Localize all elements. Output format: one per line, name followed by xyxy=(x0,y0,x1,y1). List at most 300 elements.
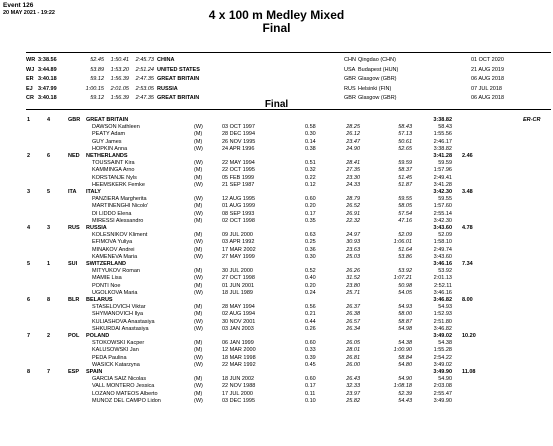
cumulative-split: 2:51.80 xyxy=(433,318,452,325)
swimmer-name: KORSTANJE Nyls xyxy=(92,174,137,181)
swimmer-row xyxy=(0,247,553,254)
swimmer-dob: 28 DEC 1994 xyxy=(222,131,256,138)
split-100: 47.16 xyxy=(398,217,412,224)
swimmer-row xyxy=(0,275,553,282)
swimmer-name: HEEMSKERK Femke xyxy=(92,181,145,188)
split-50: 25.71 xyxy=(346,289,360,296)
split-100: 1:06.01 xyxy=(393,239,412,246)
swimmer-name: WASICK Katarzyna xyxy=(92,361,140,368)
event-subtitle: Final xyxy=(262,21,291,35)
final-time: 3:49.90 xyxy=(433,369,452,375)
cumulative-split: 2:03.08 xyxy=(433,383,452,390)
reaction-time: 0.35 xyxy=(305,217,316,224)
record-code: ER xyxy=(26,76,34,82)
split-50: 25.82 xyxy=(346,397,360,404)
split-100: 58.87 xyxy=(398,318,412,325)
lane: 1 xyxy=(47,261,51,267)
reaction-time: 0.30 xyxy=(305,131,316,138)
swimmer-name: HOPKIN Anna xyxy=(92,145,128,152)
cumulative-split: 53.92 xyxy=(438,268,452,275)
cumulative-split: 1:58.10 xyxy=(433,239,452,246)
team-name: NETHERLANDS xyxy=(86,153,128,159)
split-50: 32.33 xyxy=(346,383,360,390)
swimmer-name: MIRESSI Alessandro xyxy=(92,217,144,224)
split-50: 27.35 xyxy=(346,167,360,174)
rank: 2 xyxy=(27,153,31,159)
swimmer-row xyxy=(0,124,553,131)
reaction-time: 0.10 xyxy=(305,397,316,404)
cumulative-split: 3:43.60 xyxy=(433,253,452,260)
split-50: 23.97 xyxy=(346,390,360,397)
record-split-3: 2:51.24 xyxy=(135,66,154,73)
final-time: 3:41.28 xyxy=(433,153,452,159)
split-100: 58.00 xyxy=(398,311,412,318)
swimmer-gender: (W) xyxy=(194,124,203,131)
swimmer-dob: 06 JAN 1999 xyxy=(222,340,254,347)
split-50: 26.05 xyxy=(346,340,360,347)
team-row xyxy=(0,333,553,340)
lane: 6 xyxy=(47,153,51,159)
swimmer-gender: (W) xyxy=(194,253,203,260)
reaction-time: 0.24 xyxy=(305,289,316,296)
swimmer-name: UGOLKOVA Maria xyxy=(92,289,138,296)
nation-code: SUI xyxy=(68,261,78,267)
split-50: 28.79 xyxy=(346,196,360,203)
record-nat: USA xyxy=(344,66,356,73)
swimmer-dob: 26 NOV 1995 xyxy=(222,138,256,145)
reaction-time: 0.17 xyxy=(305,383,316,390)
swimmer-row xyxy=(0,182,553,189)
split-50: 28.25 xyxy=(346,124,360,131)
split-50: 26.37 xyxy=(346,304,360,311)
swimmer-dob: 03 APR 1992 xyxy=(222,239,255,246)
swimmer-row xyxy=(0,254,553,261)
swimmer-name: MUNOZ DEL CAMPO Lidon xyxy=(92,397,161,404)
swimmer-name: LOZANO MATEOS Alberto xyxy=(92,390,158,397)
swimmer-name: PEATY Adam xyxy=(92,131,126,138)
team-name: SPAIN xyxy=(86,369,103,375)
time-behind: 10.20 xyxy=(462,333,476,339)
swimmer-name: MARTINENGHI Nicolo' xyxy=(92,203,149,210)
reaction-time: 0.30 xyxy=(305,253,316,260)
split-50: 26.91 xyxy=(346,210,360,217)
split-50: 23.80 xyxy=(346,282,360,289)
swimmer-row xyxy=(0,362,553,369)
record-team: RUSSIA xyxy=(157,85,178,92)
split-100: 51.64 xyxy=(398,246,412,253)
split-100: 58.37 xyxy=(398,167,412,174)
swimmer-gender: (W) xyxy=(194,318,203,325)
team-row xyxy=(0,225,553,232)
cumulative-split: 3:42.30 xyxy=(433,217,452,224)
swimmer-dob: 01 JUN 2001 xyxy=(222,282,255,289)
split-50: 24.90 xyxy=(346,145,360,152)
split-100: 57.13 xyxy=(398,131,412,138)
swimmer-gender: (W) xyxy=(194,289,203,296)
split-50: 26.00 xyxy=(346,361,360,368)
record-split-2: 1:53.20 xyxy=(110,66,129,73)
swimmer-gender: (W) xyxy=(194,397,203,404)
swimmer-name: MAMIE Lisa xyxy=(92,275,122,282)
swimmer-gender: (M) xyxy=(194,174,203,181)
team-row xyxy=(0,297,553,304)
split-50: 30.93 xyxy=(346,239,360,246)
swimmer-row xyxy=(0,391,553,398)
swimmer-dob: 09 JUL 2000 xyxy=(222,232,253,239)
swimmer-dob: 08 SEP 1993 xyxy=(222,210,255,217)
record-split-1: 59.12 xyxy=(90,76,104,82)
swimmer-dob: 03 JAN 2003 xyxy=(222,325,254,332)
record-note: ER-CR xyxy=(523,117,541,123)
reaction-time: 0.25 xyxy=(305,239,316,246)
split-100: 52.09 xyxy=(398,232,412,239)
split-50: 26.26 xyxy=(346,268,360,275)
reaction-time: 0.20 xyxy=(305,282,316,289)
record-team: CHINA xyxy=(157,57,175,63)
team-name: SWITZERLAND xyxy=(86,261,127,267)
rank: 6 xyxy=(27,297,31,303)
record-nat: GBR xyxy=(344,95,356,101)
split-100: 51.45 xyxy=(398,174,412,181)
team-name: RUSSIA xyxy=(86,225,107,231)
event-title: 4 x 100 m Medley Mixed xyxy=(208,8,345,22)
team-row xyxy=(0,153,553,160)
swimmer-gender: (M) xyxy=(194,311,203,318)
swimmer-dob: 12 AUG 1995 xyxy=(222,196,256,203)
record-code: WJ xyxy=(26,66,35,73)
reaction-time: 0.60 xyxy=(305,340,316,347)
swimmer-gender: (M) xyxy=(194,304,203,311)
cumulative-split: 2:49.74 xyxy=(433,246,452,253)
cumulative-split: 58.43 xyxy=(438,124,452,131)
nation-code: NED xyxy=(68,153,80,159)
record-nat: RUS xyxy=(344,85,356,92)
record-place: Glasgow (GBR) xyxy=(358,95,397,101)
cumulative-split: 3:38.82 xyxy=(433,145,452,152)
time-behind: 8.00 xyxy=(462,297,473,303)
lane: 7 xyxy=(47,369,51,375)
swimmer-name: DAWSON Kathleen xyxy=(92,124,140,131)
split-100: 59.55 xyxy=(398,196,412,203)
swimmer-gender: (M) xyxy=(194,131,203,138)
record-place: Qingdao (CHN) xyxy=(358,57,396,63)
cumulative-split: 54.93 xyxy=(438,304,452,311)
swimmer-gender: (M) xyxy=(194,232,203,239)
final-heading: Final xyxy=(264,99,289,110)
split-50: 28.01 xyxy=(346,347,360,354)
lane: 8 xyxy=(47,297,51,303)
swimmer-row xyxy=(0,139,553,146)
swimmer-row xyxy=(0,131,553,138)
lane: 5 xyxy=(47,189,51,195)
record-code: WR xyxy=(26,57,36,63)
swimmer-row xyxy=(0,146,553,153)
swimmer-name: DI LIDDO Elena xyxy=(92,210,132,217)
swimmer-row xyxy=(0,160,553,167)
swimmer-dob: 18 MAR 1998 xyxy=(222,354,256,361)
swimmer-dob: 18 JUL 1989 xyxy=(222,289,253,296)
reaction-time: 0.40 xyxy=(305,275,316,282)
swimmer-gender: (W) xyxy=(194,181,203,188)
swimmer-dob: 30 NOV 2001 xyxy=(222,318,256,325)
split-50: 24.97 xyxy=(346,232,360,239)
swimmer-gender: (W) xyxy=(194,210,203,217)
nation-code: POL xyxy=(68,333,80,339)
split-50: 28.41 xyxy=(346,160,360,167)
rank: 3 xyxy=(27,189,31,195)
swimmer-gender: (W) xyxy=(194,239,203,246)
swimmer-row xyxy=(0,376,553,383)
split-50: 23.63 xyxy=(346,246,360,253)
cumulative-split: 1:57.96 xyxy=(433,167,452,174)
cumulative-split: 59.55 xyxy=(438,196,452,203)
swimmer-row xyxy=(0,167,553,174)
swimmer-row xyxy=(0,203,553,210)
reaction-time: 0.58 xyxy=(305,124,316,131)
reaction-time: 0.17 xyxy=(305,210,316,217)
record-time: 3:47.99 xyxy=(38,85,57,92)
swimmer-name: EFIMOVA Yuliya xyxy=(92,239,133,246)
swimmer-gender: (M) xyxy=(194,167,203,174)
record-row xyxy=(26,66,551,75)
split-100: 52.65 xyxy=(398,145,412,152)
record-split-1: 1:00.15 xyxy=(85,85,104,92)
record-date: 06 AUG 2018 xyxy=(471,95,505,101)
swimmer-name: PANZIERA Margherita xyxy=(92,196,147,203)
split-100: 54.98 xyxy=(398,325,412,332)
swimmer-gender: (M) xyxy=(194,376,203,383)
swimmer-row xyxy=(0,218,553,225)
swimmer-dob: 03 DEC 1995 xyxy=(222,397,256,404)
reaction-time: 0.39 xyxy=(305,354,316,361)
event-date: 20 MAY 2021 - 19:22 xyxy=(3,10,55,16)
swimmer-name: MITYUKOV Roman xyxy=(92,268,140,275)
swimmer-dob: 27 MAY 1999 xyxy=(222,253,255,260)
split-50: 26.52 xyxy=(346,203,360,210)
reaction-time: 0.12 xyxy=(305,181,316,188)
reaction-time: 0.11 xyxy=(305,390,316,397)
reaction-time: 0.56 xyxy=(305,304,316,311)
team-name: POLAND xyxy=(86,333,110,339)
split-100: 53.86 xyxy=(398,253,412,260)
split-100: 54.90 xyxy=(398,376,412,383)
nation-code: BLR xyxy=(68,297,80,303)
final-time: 3:46.16 xyxy=(433,261,452,267)
final-time: 3:43.60 xyxy=(433,225,452,231)
swimmer-name: MINAKOV Andrei xyxy=(92,246,135,253)
time-behind: 7.34 xyxy=(462,261,473,267)
cumulative-split: 2:49.41 xyxy=(433,174,452,181)
rank: 5 xyxy=(27,261,31,267)
swimmer-dob: 22 OCT 1995 xyxy=(222,167,255,174)
record-date: 07 JUL 2018 xyxy=(471,85,502,92)
reaction-time: 0.20 xyxy=(305,203,316,210)
split-50: 26.34 xyxy=(346,325,360,332)
team-row xyxy=(0,369,553,376)
swimmer-name: KAMENEVA Maria xyxy=(92,253,138,260)
lane: 2 xyxy=(47,333,51,339)
record-split-1: 52.45 xyxy=(90,57,104,63)
record-date: 01 OCT 2020 xyxy=(471,57,504,63)
record-split-3: 2:53.05 xyxy=(135,85,154,92)
swimmer-gender: (W) xyxy=(194,196,203,203)
cumulative-split: 3:41.28 xyxy=(433,181,452,188)
reaction-time: 0.52 xyxy=(305,268,316,275)
swimmer-gender: (W) xyxy=(194,354,203,361)
split-50: 25.03 xyxy=(346,253,360,260)
swimmer-name: GARCIA SAIZ Nicolas xyxy=(92,376,147,383)
swimmer-gender: (W) xyxy=(194,275,203,282)
split-100: 59.59 xyxy=(398,160,412,167)
swimmer-dob: 27 OCT 1998 xyxy=(222,275,255,282)
record-place: Budapest (HUN) xyxy=(358,66,399,73)
swimmer-dob: 22 MAY 1994 xyxy=(222,160,255,167)
swimmer-name: KULIASHOVA Anastasiya xyxy=(92,318,155,325)
reaction-time: 0.32 xyxy=(305,167,316,174)
swimmer-row xyxy=(0,175,553,182)
swimmer-dob: 02 OCT 1998 xyxy=(222,217,255,224)
record-split-2: 1:56.39 xyxy=(110,95,129,101)
final-time: 3:42.30 xyxy=(433,189,452,195)
split-100: 50.98 xyxy=(398,282,412,289)
team-row xyxy=(0,117,553,124)
time-behind: 11.08 xyxy=(462,369,476,375)
split-100: 58.05 xyxy=(398,203,412,210)
swimmer-row xyxy=(0,355,553,362)
swimmer-gender: (M) xyxy=(194,340,203,347)
swimmer-dob: 22 NOV 1988 xyxy=(222,383,256,390)
record-split-2: 2:01.05 xyxy=(110,85,129,92)
nation-code: RUS xyxy=(68,225,80,231)
swimmer-row xyxy=(0,211,553,218)
swimmer-dob: 24 APR 1996 xyxy=(222,145,255,152)
swimmer-dob: 17 JUL 2000 xyxy=(222,390,253,397)
record-nat: GBR xyxy=(344,76,356,82)
record-code: CR xyxy=(26,95,34,101)
swimmer-row xyxy=(0,268,553,275)
split-100: 52.39 xyxy=(398,390,412,397)
cumulative-split: 59.59 xyxy=(438,160,452,167)
swimmer-dob: 21 SEP 1987 xyxy=(222,181,255,188)
rank: 1 xyxy=(27,117,31,123)
swimmer-dob: 03 OCT 1997 xyxy=(222,124,255,131)
swimmer-dob: 02 AUG 1994 xyxy=(222,311,256,318)
team-row xyxy=(0,189,553,196)
nation-code: ITA xyxy=(68,189,77,195)
swimmer-name: KAMMINGA Arno xyxy=(92,167,135,174)
swimmer-name: PEDA Paulina xyxy=(92,354,127,361)
cumulative-split: 2:55.47 xyxy=(433,390,452,397)
record-time: 3:38.56 xyxy=(38,57,57,63)
record-date: 21 AUG 2019 xyxy=(471,66,505,73)
nation-code: GBR xyxy=(68,117,81,123)
record-split-2: 1:56.39 xyxy=(110,76,129,82)
cumulative-split: 1:52.93 xyxy=(433,311,452,318)
swimmer-gender: (M) xyxy=(194,246,203,253)
cumulative-split: 3:46.16 xyxy=(433,289,452,296)
swimmer-gender: (W) xyxy=(194,383,203,390)
split-100: 57.54 xyxy=(398,210,412,217)
cumulative-split: 1:57.60 xyxy=(433,203,452,210)
swimmer-name: KALUSOWSKI Jan xyxy=(92,347,139,354)
swimmer-row xyxy=(0,232,553,239)
swimmer-gender: (W) xyxy=(194,145,203,152)
swimmer-dob: 01 AUG 1999 xyxy=(222,203,256,210)
swimmer-gender: (M) xyxy=(194,390,203,397)
final-time: 3:46.82 xyxy=(433,297,452,303)
split-100: 50.61 xyxy=(398,138,412,145)
nation-code: ESP xyxy=(68,369,80,375)
reaction-time: 0.36 xyxy=(305,246,316,253)
rank: 4 xyxy=(27,225,31,231)
swimmer-name: STASELOVICH Viktar xyxy=(92,304,146,311)
cumulative-split: 1:55.56 xyxy=(433,131,452,138)
team-name: BELARUS xyxy=(86,297,113,303)
swimmer-row xyxy=(0,326,553,333)
split-50: 23.30 xyxy=(346,174,360,181)
final-time: 3:49.02 xyxy=(433,333,452,339)
record-row xyxy=(26,85,551,94)
reaction-time: 0.45 xyxy=(305,361,316,368)
swimmer-dob: 30 JUL 2000 xyxy=(222,268,253,275)
reaction-time: 0.60 xyxy=(305,376,316,383)
cumulative-split: 3:46.82 xyxy=(433,325,452,332)
swimmer-gender: (M) xyxy=(194,347,203,354)
split-100: 58.84 xyxy=(398,354,412,361)
split-100: 1:08.18 xyxy=(393,383,412,390)
record-split-3: 2:47.35 xyxy=(135,95,154,101)
split-100: 1:07.21 xyxy=(393,275,412,282)
lane: 3 xyxy=(47,225,51,231)
swimmer-dob: 28 MAY 1994 xyxy=(222,304,255,311)
swimmer-row xyxy=(0,196,553,203)
record-code: EJ xyxy=(26,85,33,92)
reaction-time: 0.14 xyxy=(305,138,316,145)
time-behind: 4.78 xyxy=(462,225,473,231)
swimmer-name: VALL MONTERO Jessica xyxy=(92,383,155,390)
swimmer-name: SHKURDAI Anastasiya xyxy=(92,325,149,332)
swimmer-dob: 18 JUN 2002 xyxy=(222,376,255,383)
record-split-2: 1:50.41 xyxy=(110,57,129,63)
split-100: 58.43 xyxy=(398,124,412,131)
record-row xyxy=(26,56,551,65)
lane: 4 xyxy=(47,117,51,123)
record-split-3: 2:47.35 xyxy=(135,76,154,82)
split-50: 22.32 xyxy=(346,217,360,224)
cumulative-split: 2:01.13 xyxy=(433,275,452,282)
reaction-time: 0.38 xyxy=(305,145,316,152)
record-place: Glasgow (GBR) xyxy=(358,76,397,82)
split-50: 23.47 xyxy=(346,138,360,145)
split-50: 31.52 xyxy=(346,275,360,282)
swimmer-dob: 17 MAR 2002 xyxy=(222,246,256,253)
record-time: 3:40.18 xyxy=(38,95,57,101)
swimmer-row xyxy=(0,311,553,318)
record-split-1: 53.89 xyxy=(90,66,104,73)
swimmer-gender: (M) xyxy=(194,217,203,224)
record-row xyxy=(26,75,551,84)
reaction-time: 0.60 xyxy=(305,196,316,203)
record-place: Helsinki (FIN) xyxy=(358,85,392,92)
rank: 7 xyxy=(27,333,31,339)
swimmer-name: SHYMANOVICH Ilya xyxy=(92,311,144,318)
cumulative-split: 3:49.02 xyxy=(433,361,452,368)
reaction-time: 0.26 xyxy=(305,325,316,332)
split-50: 26.12 xyxy=(346,131,360,138)
swimmer-dob: 05 FEB 1999 xyxy=(222,174,255,181)
swimmer-row xyxy=(0,383,553,390)
cumulative-split: 2:55.14 xyxy=(433,210,452,217)
